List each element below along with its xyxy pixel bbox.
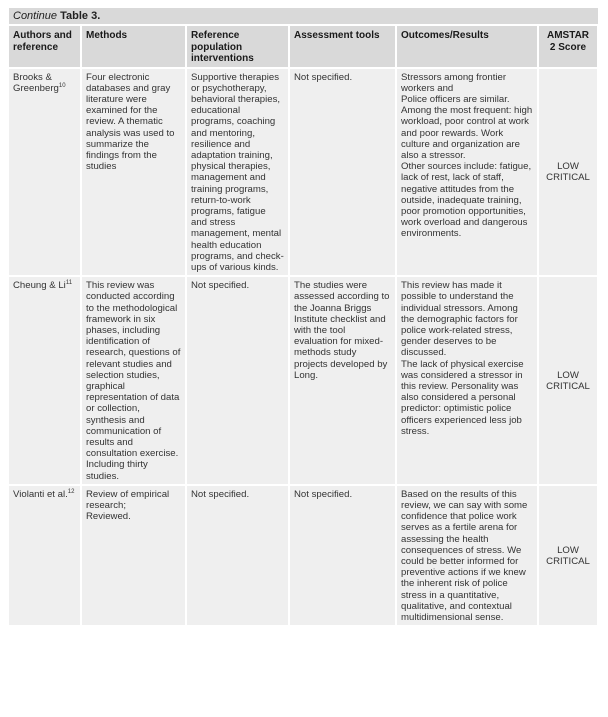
author-name: Brooks & Greenberg: [13, 71, 59, 94]
header-score: AMSTAR 2 Score: [538, 26, 598, 68]
author-cell: [9, 68, 81, 277]
population-cell: Not specified.: [186, 485, 289, 626]
score-cell: LOW CRITICAL: [538, 276, 598, 485]
table-row: [9, 68, 598, 277]
review-table: [9, 26, 599, 627]
caption-prefix: Continue: [13, 10, 58, 22]
methods-cell: This review was conducted according to the methodological framework in six phases, including identification of research, questions of relevant studies and selection studies, graphical representation of data or collection, synthesis and communication of results and consultation exercise. Including thirty studies.: [81, 276, 186, 485]
header-assessment: Assessment tools: [289, 26, 396, 68]
assessment-cell: Not specified.: [289, 68, 396, 277]
score-cell: LOW CRITICAL: [538, 485, 598, 626]
caption-title: Table 3.: [60, 10, 101, 22]
table-container: [9, 8, 598, 627]
header-outcomes: Outcomes/Results: [396, 26, 538, 68]
header-authors: Authors and reference: [9, 26, 81, 68]
assessment-cell: The studies were assessed according to the Joanna Briggs Institute checklist and with the tool evaluation for mixed-methods study projects developed by Long.: [289, 276, 396, 485]
author-cell: [9, 276, 81, 485]
assessment-cell: Not specified.: [289, 485, 396, 626]
table-row: [9, 485, 598, 626]
header-population: Reference population interventions: [186, 26, 289, 68]
header-row: [9, 26, 598, 68]
reference-number: 12: [67, 488, 75, 495]
outcomes-cell: Stressors among frontier workers and Police officers are similar. Among the most frequent: high workload, poor control at work and poor rewards. Work culture and organization are also a stressor. Other sources include: fatigue, lack of rest, lack of staff, negative attitudes from the outside, inadequate training, poor promotion opportunities, work overload and dangerous environments.: [396, 68, 538, 277]
reference-number: 10: [58, 82, 66, 89]
author-name: Cheung & Li: [13, 280, 66, 292]
header-methods: Methods: [81, 26, 186, 68]
methods-cell: Four electronic databases and gray literature were examined for the review. A thematic analysis was used to summarize the findings from the studies: [81, 68, 186, 277]
table-row: [9, 276, 598, 485]
author-cell: [9, 485, 81, 626]
table-caption: [9, 8, 598, 24]
methods-cell: Review of empirical research; Reviewed.: [81, 485, 186, 626]
outcomes-cell: This review has made it possible to understand the individual stressors. Among the demographic factors for police work-related stress, gender deserves to be discussed. The lack of physical exercise was considered a stressor in this review. Personality was also considered a personal predictor: optimistic police officers experienced less job stress.: [396, 276, 538, 485]
score-cell: LOW CRITICAL: [538, 68, 598, 277]
outcomes-cell: Based on the results of this review, we can say with some confidence that police work serves as a fertile arena for assessing the health consequences of stress. We could be better informed for preventive actions if we knew the inherent risk of police stress in a quantitative, qualitative, and contextual multidimensional sense.: [396, 485, 538, 626]
reference-number: 11: [65, 279, 73, 286]
population-cell: Not specified.: [186, 276, 289, 485]
author-name: Violanti et al.: [13, 488, 68, 500]
population-cell: Supportive therapies or psychotherapy, behavioral therapies, educational programs, coaching and mentoring, resilience and adaptation training, physical therapies, management and training programs, return-to-work programs, fatigue and stress management, mental health education programs, and check-ups of various kinds.: [186, 68, 289, 277]
